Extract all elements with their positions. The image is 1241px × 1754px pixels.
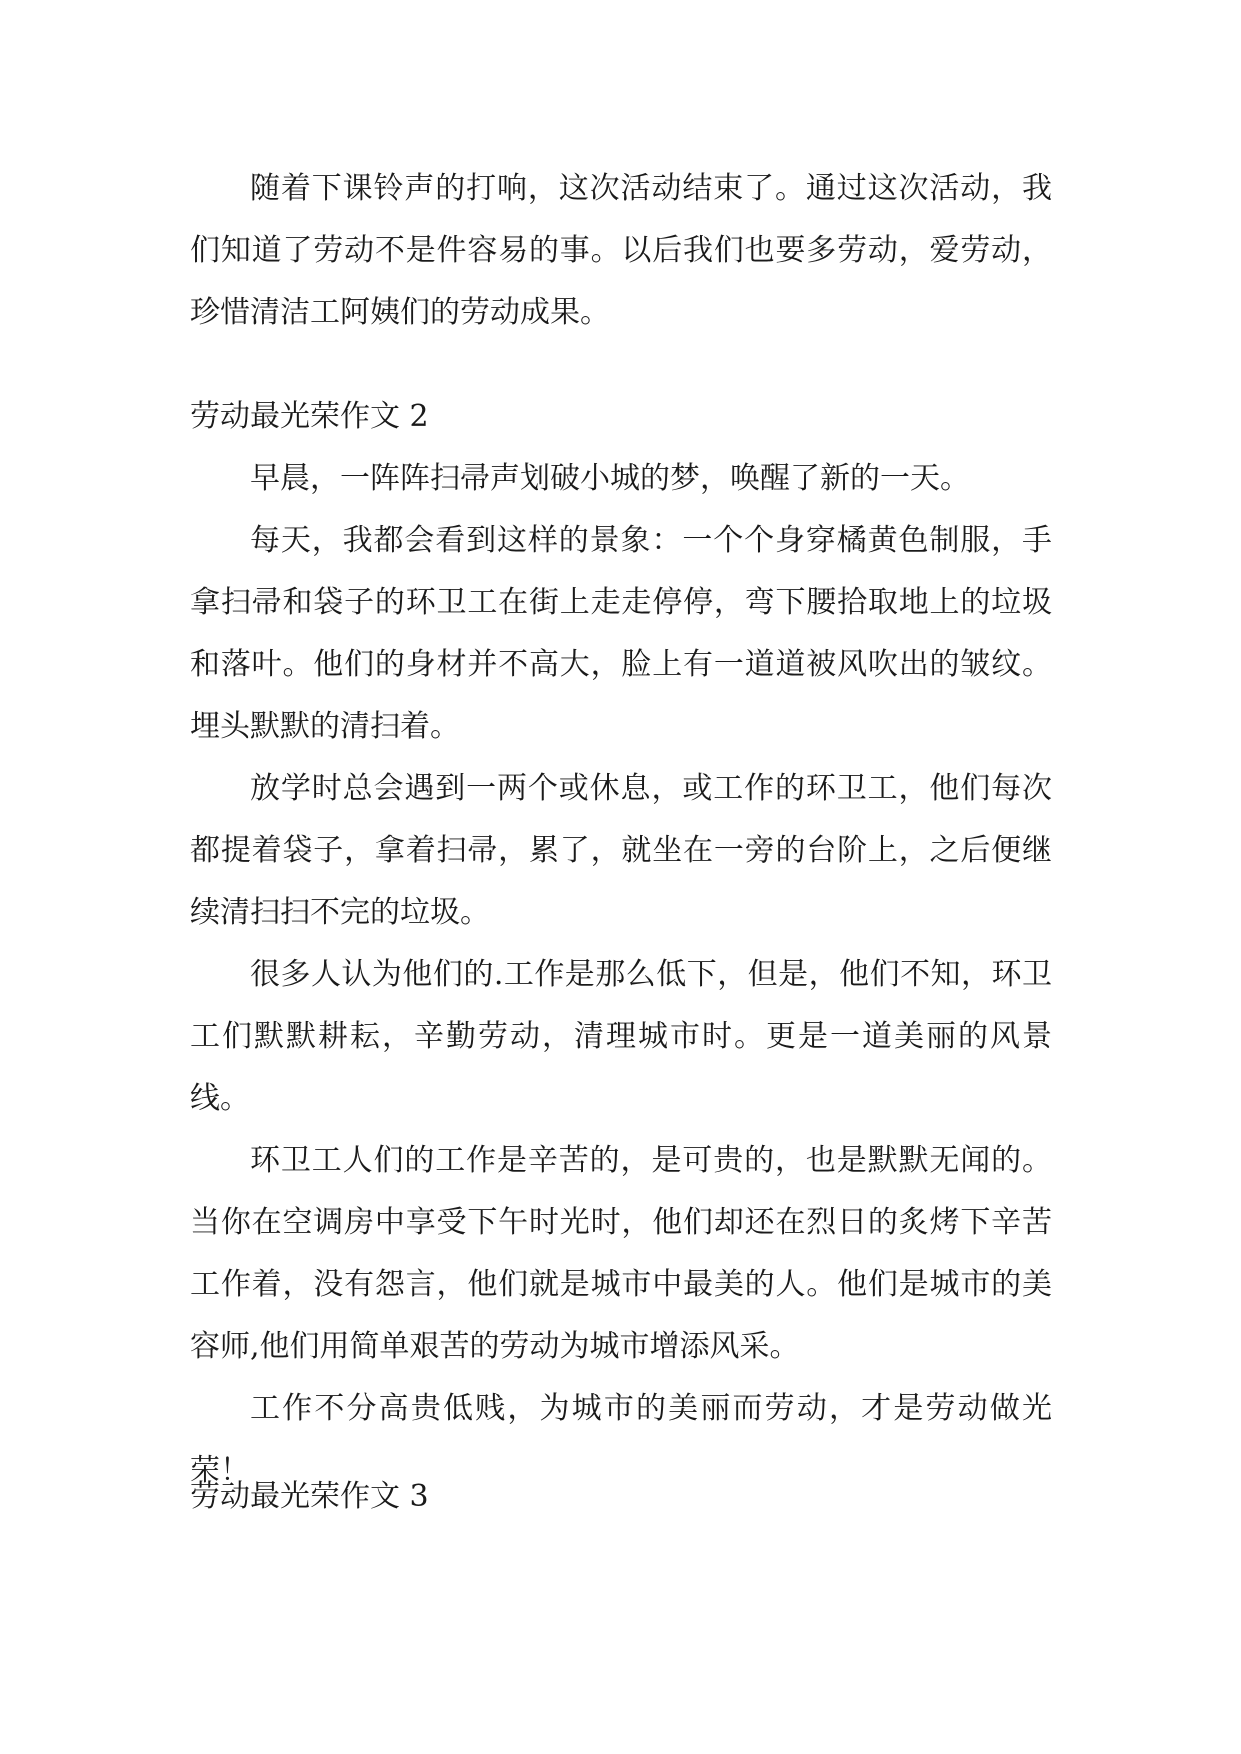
intro-section <box>190 158 1052 344</box>
paragraph: 放学时总会遇到一两个或休息，或工作的环卫工，他们每次都提着袋子，拿着扫帚，累了，就坐在一旁的台阶上，之后便继续清扫扫不完的垃圾。 <box>190 771 1052 930</box>
section-2-body <box>190 448 1052 1502</box>
section-3-heading-wrap <box>190 1466 1052 1528</box>
paragraph: 每天，我都会看到这样的景象：一个个身穿橘黄色制服，手拿扫帚和袋子的环卫工在街上走走停停，弯下腰拾取地上的垃圾和落叶。他们的身材并不高大，脸上有一道道被风吹出的皱纹。埋头默默的清扫着。 <box>190 523 1052 744</box>
paragraph: 很多人认为他们的.工作是那么低下，但是，他们不知，环卫工们默默耕耘，辛勤劳动，清理城市时。更是一道美丽的风景线。 <box>190 957 1052 1116</box>
section-2-heading-wrap <box>190 386 1052 448</box>
section-heading: 劳动最光荣作文 2 <box>190 399 429 434</box>
section-heading: 劳动最光荣作文 3 <box>190 1479 429 1514</box>
paragraph: 工作不分高贵低贱，为城市的美丽而劳动，才是劳动做光荣！ <box>190 1391 1052 1488</box>
paragraph: 随着下课铃声的打响，这次活动结束了。通过这次活动，我们知道了劳动不是件容易的事。以后我们也要多劳动，爱劳动，珍惜清洁工阿姨们的劳动成果。 <box>190 171 1052 330</box>
paragraph: 环卫工人们的工作是辛苦的，是可贵的，也是默默无闻的。当你在空调房中享受下午时光时，他们却还在烈日的炙烤下辛苦工作着，没有怨言，他们就是城市中最美的人。他们是城市的美容师,他们用简单艰苦的劳动为城市增添风采。 <box>190 1143 1052 1364</box>
paragraph: 早晨，一阵阵扫帚声划破小城的梦，唤醒了新的一天。 <box>250 461 970 496</box>
